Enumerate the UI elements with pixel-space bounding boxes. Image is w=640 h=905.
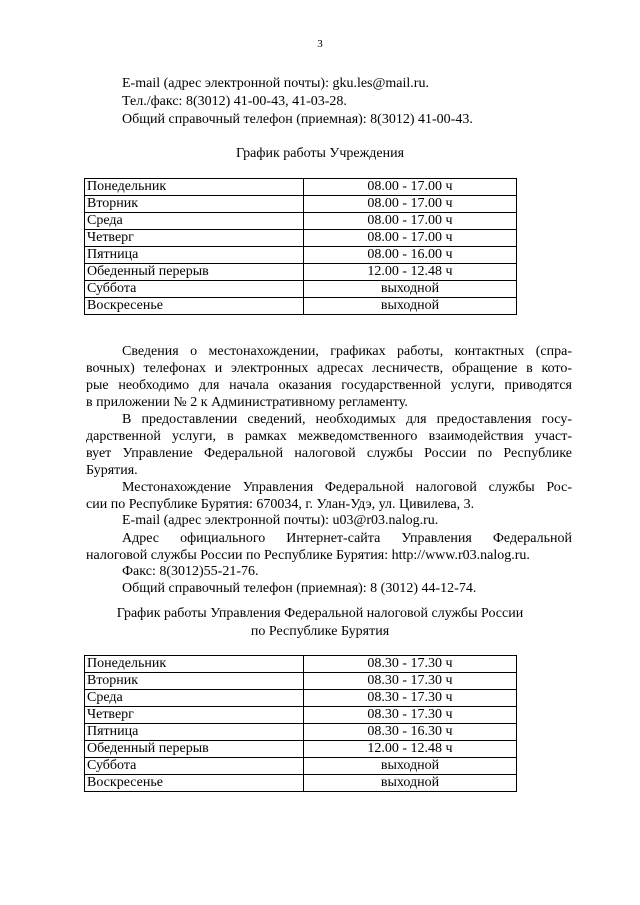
text-line: Адрес официального Интернет-сайта Управления Федеральной [122,531,572,546]
hours-cell: выходной [304,298,517,315]
table-row [85,298,517,315]
day-cell: Обеденный перерыв [85,264,304,281]
hours-cell: выходной [304,281,517,298]
text-line: в приложении № 2 к Административному регламенту. [86,395,408,410]
tax-schedule-title-line1: График работы Управления Федеральной налоговой службы России [116,606,524,621]
day-cell: Четверг [85,707,304,724]
table-row [85,281,517,298]
tax-office-website-paragraph [86,530,572,564]
table-row [85,230,517,247]
hours-cell: 08.30 - 17.30 ч [304,673,517,690]
text-line: вочных) телефонах и электронных адресах лесничеств, обращение в кото- [86,361,572,376]
page-number: 3 [317,38,323,50]
day-cell: Вторник [85,673,304,690]
text-line: Местонахождение Управления Федеральной налоговой службы Рос- [122,480,572,495]
table-row [85,673,517,690]
forestries-info-paragraph [86,343,572,411]
hours-cell: выходной [304,775,517,792]
interagency-paragraph [86,411,572,479]
table-row [85,196,517,213]
hours-cell: 12.00 - 12.48 ч [304,741,517,758]
tax-office-address-paragraph [86,479,572,513]
text-line: рые необходимо для начала оказания государственной услуги, приводятся [86,378,572,393]
day-cell: Воскресенье [85,775,304,792]
reception-phone-line: Общий справочный телефон (приемная): 8(3012) 41-00-43. [122,112,473,127]
tax-schedule-title-line2: по Республике Бурятия [250,624,390,639]
table-row [85,707,517,724]
table-row [85,724,517,741]
hours-cell: 08.00 - 17.00 ч [304,179,517,196]
hours-cell: 08.00 - 17.00 ч [304,196,517,213]
day-cell: Воскресенье [85,298,304,315]
text-line: налоговой службы России по Республике Бурятия: http://www.r03.nalog.ru. [86,548,530,563]
table-row [85,213,517,230]
tax-office-fax: Факс: 8(3012)55-21-76. [122,564,259,579]
text-line: дарственной услуги, в рамках межведомственного взаимодействия участ- [86,429,572,444]
text-line: Сведения о местонахождении, графиках работы, контактных (спра- [122,344,572,359]
phone-fax-line: Тел./факс: 8(3012) 41-00-43, 41-03-28. [122,94,347,109]
schedule-title: График работы Учреждения [235,146,405,161]
table-row [85,741,517,758]
hours-cell: 08.00 - 17.00 ч [304,230,517,247]
day-cell: Вторник [85,196,304,213]
hours-cell: 08.00 - 17.00 ч [304,213,517,230]
day-cell: Среда [85,690,304,707]
day-cell: Суббота [85,758,304,775]
table-row [85,656,517,673]
text-line: В предоставлении сведений, необходимых для предоставления госу- [122,412,572,427]
hours-cell: 08.00 - 16.00 ч [304,247,517,264]
table-row [85,247,517,264]
table-row [85,690,517,707]
day-cell: Четверг [85,230,304,247]
day-cell: Среда [85,213,304,230]
table-row [85,179,517,196]
day-cell: Понедельник [85,179,304,196]
email-line: E-mail (адрес электронной почты): gku.les@mail.ru. [122,76,429,91]
day-cell: Пятница [85,247,304,264]
text-line: вует Управление Федеральной налоговой службы России по Республике [86,446,572,461]
day-cell: Понедельник [85,656,304,673]
hours-cell: выходной [304,758,517,775]
table-row [85,775,517,792]
text-line: Бурятия. [86,463,138,478]
tax-office-email: E-mail (адрес электронной почты): u03@r03.nalog.ru. [122,513,439,528]
hours-cell: 08.30 - 17.30 ч [304,656,517,673]
hours-cell: 08.30 - 17.30 ч [304,707,517,724]
institution-schedule-table [84,178,517,315]
hours-cell: 08.30 - 17.30 ч [304,690,517,707]
day-cell: Пятница [85,724,304,741]
tax-office-schedule-table [84,655,517,792]
tax-office-phone: Общий справочный телефон (приемная): 8 (3012) 44-12-74. [122,581,477,596]
table-row [85,758,517,775]
hours-cell: 12.00 - 12.48 ч [304,264,517,281]
table-row [85,264,517,281]
day-cell: Обеденный перерыв [85,741,304,758]
hours-cell: 08.30 - 16.30 ч [304,724,517,741]
text-line: сии по Республике Бурятия: 670034, г. Улан-Удэ, ул. Цивилева, 3. [86,497,475,512]
day-cell: Суббота [85,281,304,298]
